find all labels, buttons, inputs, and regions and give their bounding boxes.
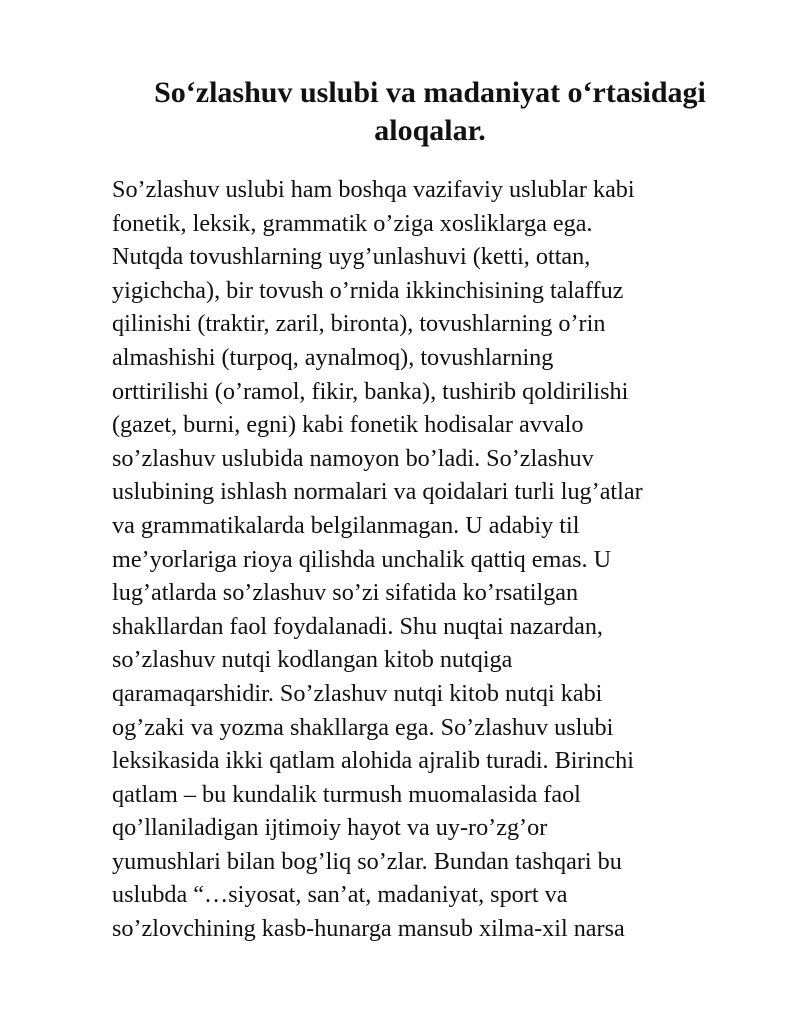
body-line: qatlam – bu kundalik turmush muomalasida faol [112,780,581,808]
body-line: uslubda “…siyosat, san’at, madaniyat, sport va [112,881,568,909]
document-title [90,74,770,150]
body-line: og’zaki va yozma shakllarga ega. So’zlashuv uslubi [112,713,614,741]
body-line: so’zlashuv uslubida namoyon bo’ladi. So’zlashuv [112,444,594,472]
title-line-2: aloqalar. [374,114,486,147]
body-line: almashishi (turpoq, aynalmoq), tovushlarning [112,343,554,371]
body-line: Nutqda tovushlarning uyg’unlashuvi (ketti, ottan, [112,243,591,271]
body-line: lug’atlarda so’zlashuv so’zi sifatida ko’rsatilgan [112,579,579,607]
body-line: So’zlashuv uslubi ham boshqa vazifaviy uslublar kabi [112,176,635,203]
body-line: uslubining ishlash normalari va qoidalari turli lug’atlar [112,478,643,506]
body-line: va grammatikalarda belgilanmagan. U adabiy til [112,511,580,539]
body-line: shakllardan faol foydalanadi. Shu nuqtai nazardan, [112,612,603,640]
body-paragraph [112,173,782,946]
body-line: me’yorlariga rioya qilishda unchalik qattiq emas. U [112,545,612,573]
body-line: yumushlari bilan bog’liq so’zlar. Bundan tashqari bu [112,847,622,875]
body-line: qaramaqarshidir. So’zlashuv nutqi kitob nutqi kabi [112,679,603,707]
body-line: (gazet, burni, egni) kabi fonetik hodisalar avvalo [112,411,584,439]
title-line-1: So‘zlashuv uslubi va madaniyat o‘rtasidagi [154,76,706,109]
body-line: so’zlovchining kasb-hunarga mansub xilma-xil narsa [112,915,625,943]
body-line: yigichcha), bir tovush o’rnida ikkinchisining talaffuz [112,276,624,304]
body-line: qo’llaniladigan ijtimoiy hayot va uy-ro’zg’or [112,814,548,842]
body-line: leksikasida ikki qatlam alohida ajralib turadi. Birinchi [112,747,634,775]
body-line: fonetik, leksik, grammatik o’ziga xosliklarga ega. [112,209,593,237]
body-line: so’zlashuv nutqi kodlangan kitob nutqiga [112,646,513,674]
body-line: qilinishi (traktir, zaril, bironta), tovushlarning o’rin [112,310,606,338]
body-line: orttirilishi (o’ramol, fikir, banka), tushirib qoldirilishi [112,377,629,405]
